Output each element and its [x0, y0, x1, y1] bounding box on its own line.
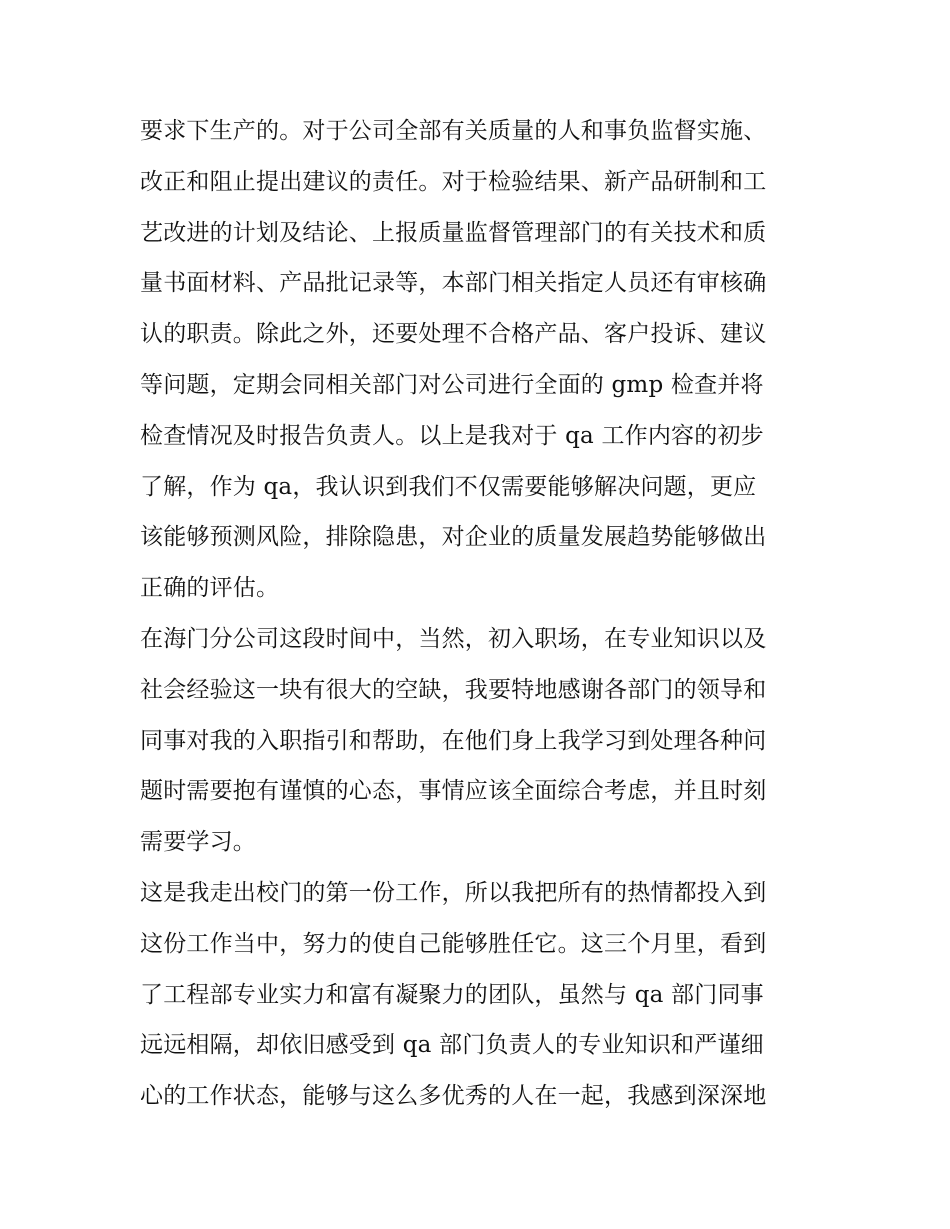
text-line: 这是我走出校门的第一份工作，所以我把所有的热情都投入到 — [140, 879, 767, 906]
text-line: 同事对我的入职指引和帮助，在他们身上我学习到处理各种问 — [140, 727, 767, 754]
text-line: 要求下生产的。对于公司全部有关质量的人和事负监督实施、 — [140, 118, 767, 144]
text-line: 认的职责。除此之外，还要处理不合格产品、客户投诉、建议 — [140, 321, 767, 348]
text-line: 在海门分公司这段时间中，当然，初入职场，在专业知识以及 — [140, 625, 767, 652]
text-line: 了解，作为 qa，我认识到我们不仅需要能够解决问题，更应 — [140, 473, 757, 500]
text-line: 这份工作当中，努力的使自己能够胜任它。这三个月里，看到 — [140, 930, 767, 957]
text-line: 题时需要抱有谨慎的心态，事情应该全面综合考虑，并且时刻 — [140, 778, 767, 805]
text-line: 量书面材料、产品批记录等，本部门相关指定人员还有审核确 — [140, 270, 767, 297]
text-line: 社会经验这一块有很大的空缺，我要特地感谢各部门的领导和 — [140, 676, 767, 703]
paragraph-2 — [140, 614, 815, 868]
document-body — [140, 106, 815, 1122]
text-line: 心的工作状态，能够与这么多优秀的人在一起，我感到深深地 — [140, 1083, 767, 1110]
paragraph-1 — [140, 106, 815, 614]
text-line: 检查情况及时报告负责人。以上是我对于 qa 工作内容的初步 — [140, 422, 764, 449]
text-line: 艺改进的计划及结论、上报质量监督管理部门的有关技术和质 — [140, 219, 767, 246]
paragraph-3 — [140, 868, 815, 1122]
text-line: 需要学习。 — [140, 829, 256, 856]
text-line: 等问题，定期会同相关部门对公司进行全面的 gmp 检查并将 — [140, 371, 764, 398]
text-line: 该能够预测风险，排除隐患，对企业的质量发展趋势能够做出 — [140, 524, 767, 551]
text-line: 远远相隔，却依旧感受到 qa 部门负责人的专业知识和严谨细 — [140, 1032, 764, 1059]
text-line: 改正和阻止提出建议的责任。对于检验结果、新产品研制和工 — [140, 168, 767, 195]
text-line: 正确的评估。 — [140, 575, 280, 602]
text-line: 了工程部专业实力和富有凝聚力的团队，虽然与 qa 部门同事 — [140, 981, 764, 1008]
